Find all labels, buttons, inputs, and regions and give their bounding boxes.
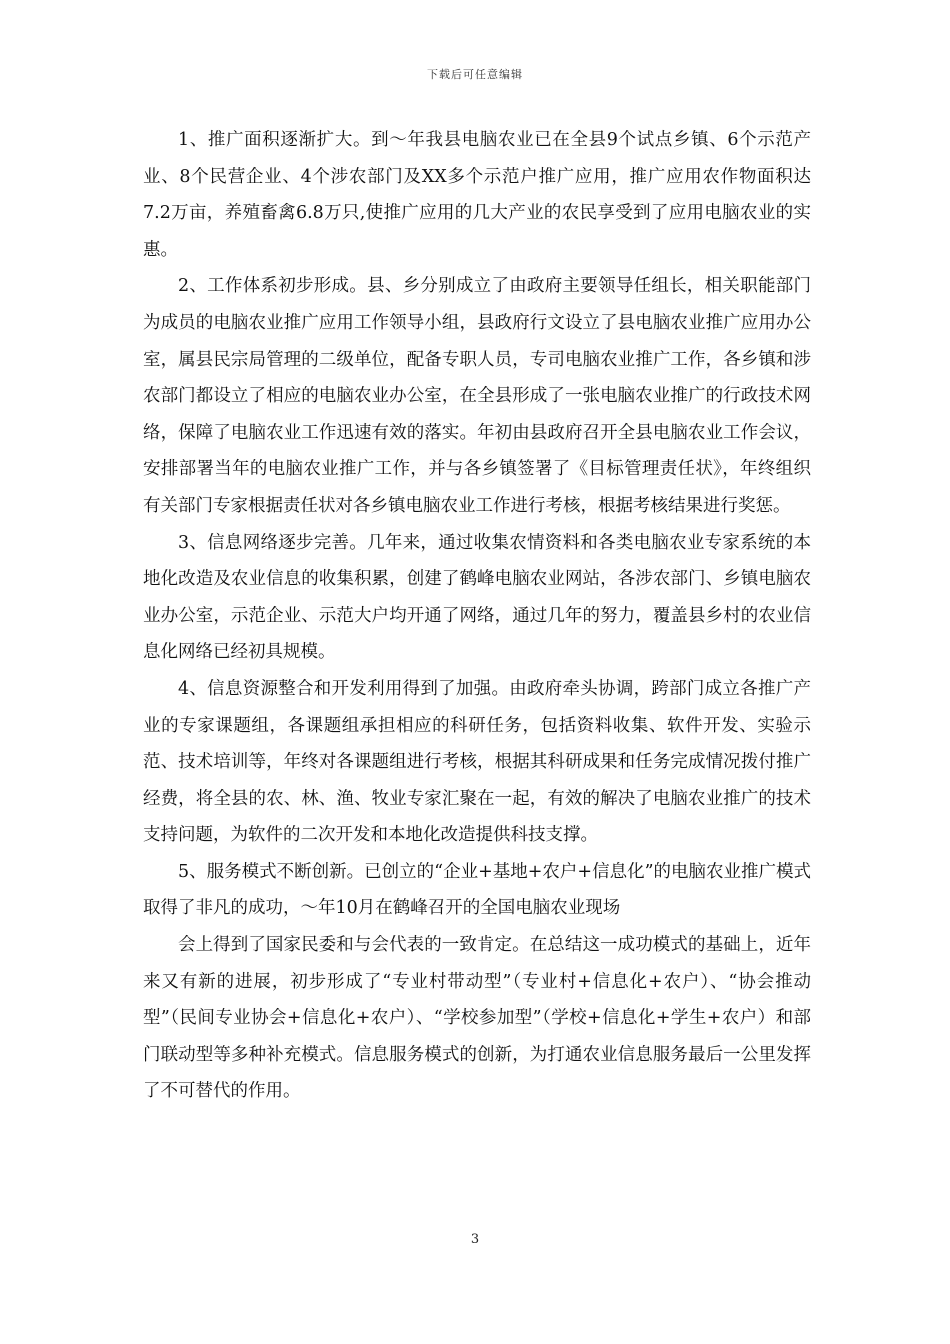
paragraph-3: 3、信息网络逐步完善。几年来，通过收集农情资料和各类电脑农业专家系统的本地化改造及农业信息的收集积累，创建了鹤峰电脑农业网站，各涉农部门、乡镇电脑农业办公室，示范企业、示范大户均开通了网络，通过几年的努力，覆盖县乡村的农业信息化网络已经初具规模。 [143,532,811,663]
page-header: 下载后可任意编辑 [427,68,523,81]
page-number: 3 [470,1232,480,1247]
paragraph-5: 5、服务模式不断创新。已创立的“企业+基地+农户+信息化”的电脑农业推广模式取得了非凡的成功，～年10月在鹤峰召开的全国电脑农业现场 [143,861,812,919]
paragraph-2: 2、工作体系初步形成。县、乡分别成立了由政府主要领导任组长，相关职能部门为成员的电脑农业推广应用工作领导小组，县政府行文设立了县电脑农业推广应用办公室，属县民宗局管理的二级单位，配备专职人员，专司电脑农业推广工作，各乡镇和涉农部门都设立了相应的电脑农业办公室，在全县形成了一张电脑农业推广的行政技术网络，保障了电脑农业工作迅速有效的落实。年初由县政府召开全县电脑农业工作会议，安排部署当年的电脑农业推广工作，并与各乡镇签署了《目标管理责任状》，年终组织有关部门专家根据责任状对各乡镇电脑农业工作进行考核，根据考核结果进行奖惩。 [143,276,811,516]
paragraph-6: 会上得到了国家民委和与会代表的一致肯定。在总结这一成功模式的基础上，近年来又有新的进展，初步形成了“专业村带动型”（专业村+信息化+农户）、“协会推动型”（民间专业协会+信息化+农户）、“学校参加型”（学校+信息化+学生+农户）和部门联动型等多种补充模式。信息服务模式的创新，为打通农业信息服务最后一公里发挥了不可替代的作用。 [143,935,811,1102]
paragraph-1: 1、推广面积逐渐扩大。到～年我县电脑农业已在全县9个试点乡镇、6个示范产业、8个民营企业、4个涉农部门及XX多个示范户推广应用，推广应用农作物面积达7.2万亩，养殖畜禽6.8万只,使推广应用的几大产业的农民享受到了应用电脑农业的实惠。 [143,130,811,260]
paragraph-4: 4、信息资源整合和开发利用得到了加强。由政府牵头协调，跨部门成立各推广产业的专家课题组，各课题组承担相应的科研任务，包括资料收集、软件开发、实验示范、技术培训等，年终对各课题组进行考核，根据其科研成果和任务完成情况拨付推广经费，将全县的农、林、渔、牧业专家汇聚在一起，有效的解决了电脑农业推广的技术支持问题，为软件的二次开发和本地化改造提供科技支撑。 [143,678,811,846]
document-body [143,122,811,1110]
